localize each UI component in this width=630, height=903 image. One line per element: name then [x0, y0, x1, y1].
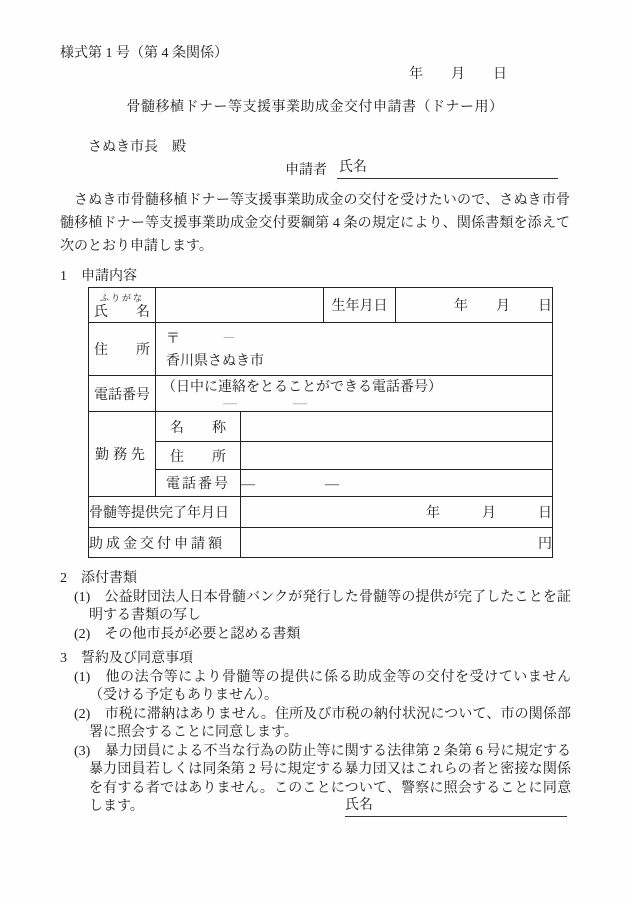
- form-number: 様式第 1 号（第 4 条関係）: [60, 46, 228, 61]
- application-date-line: 年 月 日: [409, 67, 507, 82]
- name-label-cell: [89, 288, 156, 323]
- signature-name-label: 氏名: [345, 798, 373, 813]
- attachment-item-2: (2) その他市長が必要と認める書類: [74, 626, 301, 642]
- intro-paragraph: さぬき市骨髄移植ドナー等支援事業助成金の交付を受けたいので、さぬき市骨髄移植ドナー等支援事業助成金交付要綱第 4 条の規定により、関係書類を添えて次のとおり申請します。: [60, 193, 570, 254]
- birthdate-label: 生年月日: [324, 288, 396, 323]
- name-label: 氏 名: [94, 304, 150, 320]
- signature-name-field: [345, 794, 567, 817]
- furigana-label: ふりがな: [99, 292, 144, 303]
- postal-mark: 〒: [166, 332, 180, 347]
- application-table: [88, 287, 553, 558]
- address-label: 住 所: [89, 323, 156, 376]
- postal-code-line: [156, 325, 552, 351]
- birthdate-value: 年 月 日: [396, 288, 553, 323]
- pledge-item-3: (3) 暴力団員による不当な行為の防止等に関する法律第 2 条第 6 号に規定する暴力団員若しくは同条第 2 号に規定する暴力団又はこれらの者と密接な関係を有する者ではありません。このことについて、警察に照会することに同意します。: [74, 743, 571, 814]
- donation-complete-date-value: 年 月 日: [241, 497, 553, 528]
- page-title: 骨髄移植ドナー等支援事業助成金交付申請書（ドナー用）: [126, 100, 504, 115]
- workplace-name-label: 名 称: [156, 412, 241, 442]
- name-input-area: [156, 288, 324, 323]
- phone-label: 電話番号: [89, 376, 156, 412]
- workplace-address-input: [241, 442, 553, 470]
- phone-note: （日中に連絡をとることができる電話番号）: [162, 379, 442, 395]
- donation-complete-date-label: 骨髄等提供完了年月日: [89, 497, 241, 528]
- grant-amount-unit: 円: [241, 528, 553, 558]
- postal-dash: －: [222, 332, 236, 347]
- phone-dash-line: ― ―: [223, 395, 307, 411]
- applicant-label: 申請者: [285, 163, 327, 178]
- workplace-label: 勤務先: [89, 412, 156, 497]
- section2-heading: 2 添付書類: [60, 571, 137, 586]
- applicant-line: [285, 156, 558, 179]
- section3-heading: 3 誓約及び同意事項: [60, 651, 193, 666]
- address-prefill: 香川県さぬき市: [166, 354, 264, 369]
- signature-line: [345, 794, 567, 817]
- phone-input-area: [156, 376, 553, 412]
- section1-heading: 1 申請内容: [60, 269, 137, 284]
- address-input-area: [156, 323, 553, 376]
- addressee: さぬき市長 殿: [88, 140, 186, 155]
- attachment-item-1: (1) 公益財団法人日本骨髄バンクが発行した骨髄等の提供が完了したことを証明する書類の写し: [74, 589, 571, 623]
- workplace-phone-dash-line: ― ―: [241, 470, 553, 497]
- applicant-name-label: 氏名: [339, 160, 367, 175]
- workplace-phone-label: 電話番号: [156, 470, 241, 497]
- workplace-address-label: 住 所: [156, 442, 241, 470]
- workplace-name-input: [241, 412, 553, 442]
- section3-pledge: [60, 650, 571, 817]
- section2-attachments: [60, 570, 571, 644]
- applicant-name-field: [337, 156, 558, 179]
- grant-amount-label: 助成金交付申請額: [89, 528, 241, 558]
- pledge-item-1: (1) 他の法令等により骨髄等の提供に係る助成金等の交付を受けていません（受ける予定もありません）。: [74, 669, 571, 703]
- pledge-item-2: (2) 市税に滞納はありません。住所及び市税の納付状況について、市の関係部署に照会することに同意します。: [74, 706, 571, 740]
